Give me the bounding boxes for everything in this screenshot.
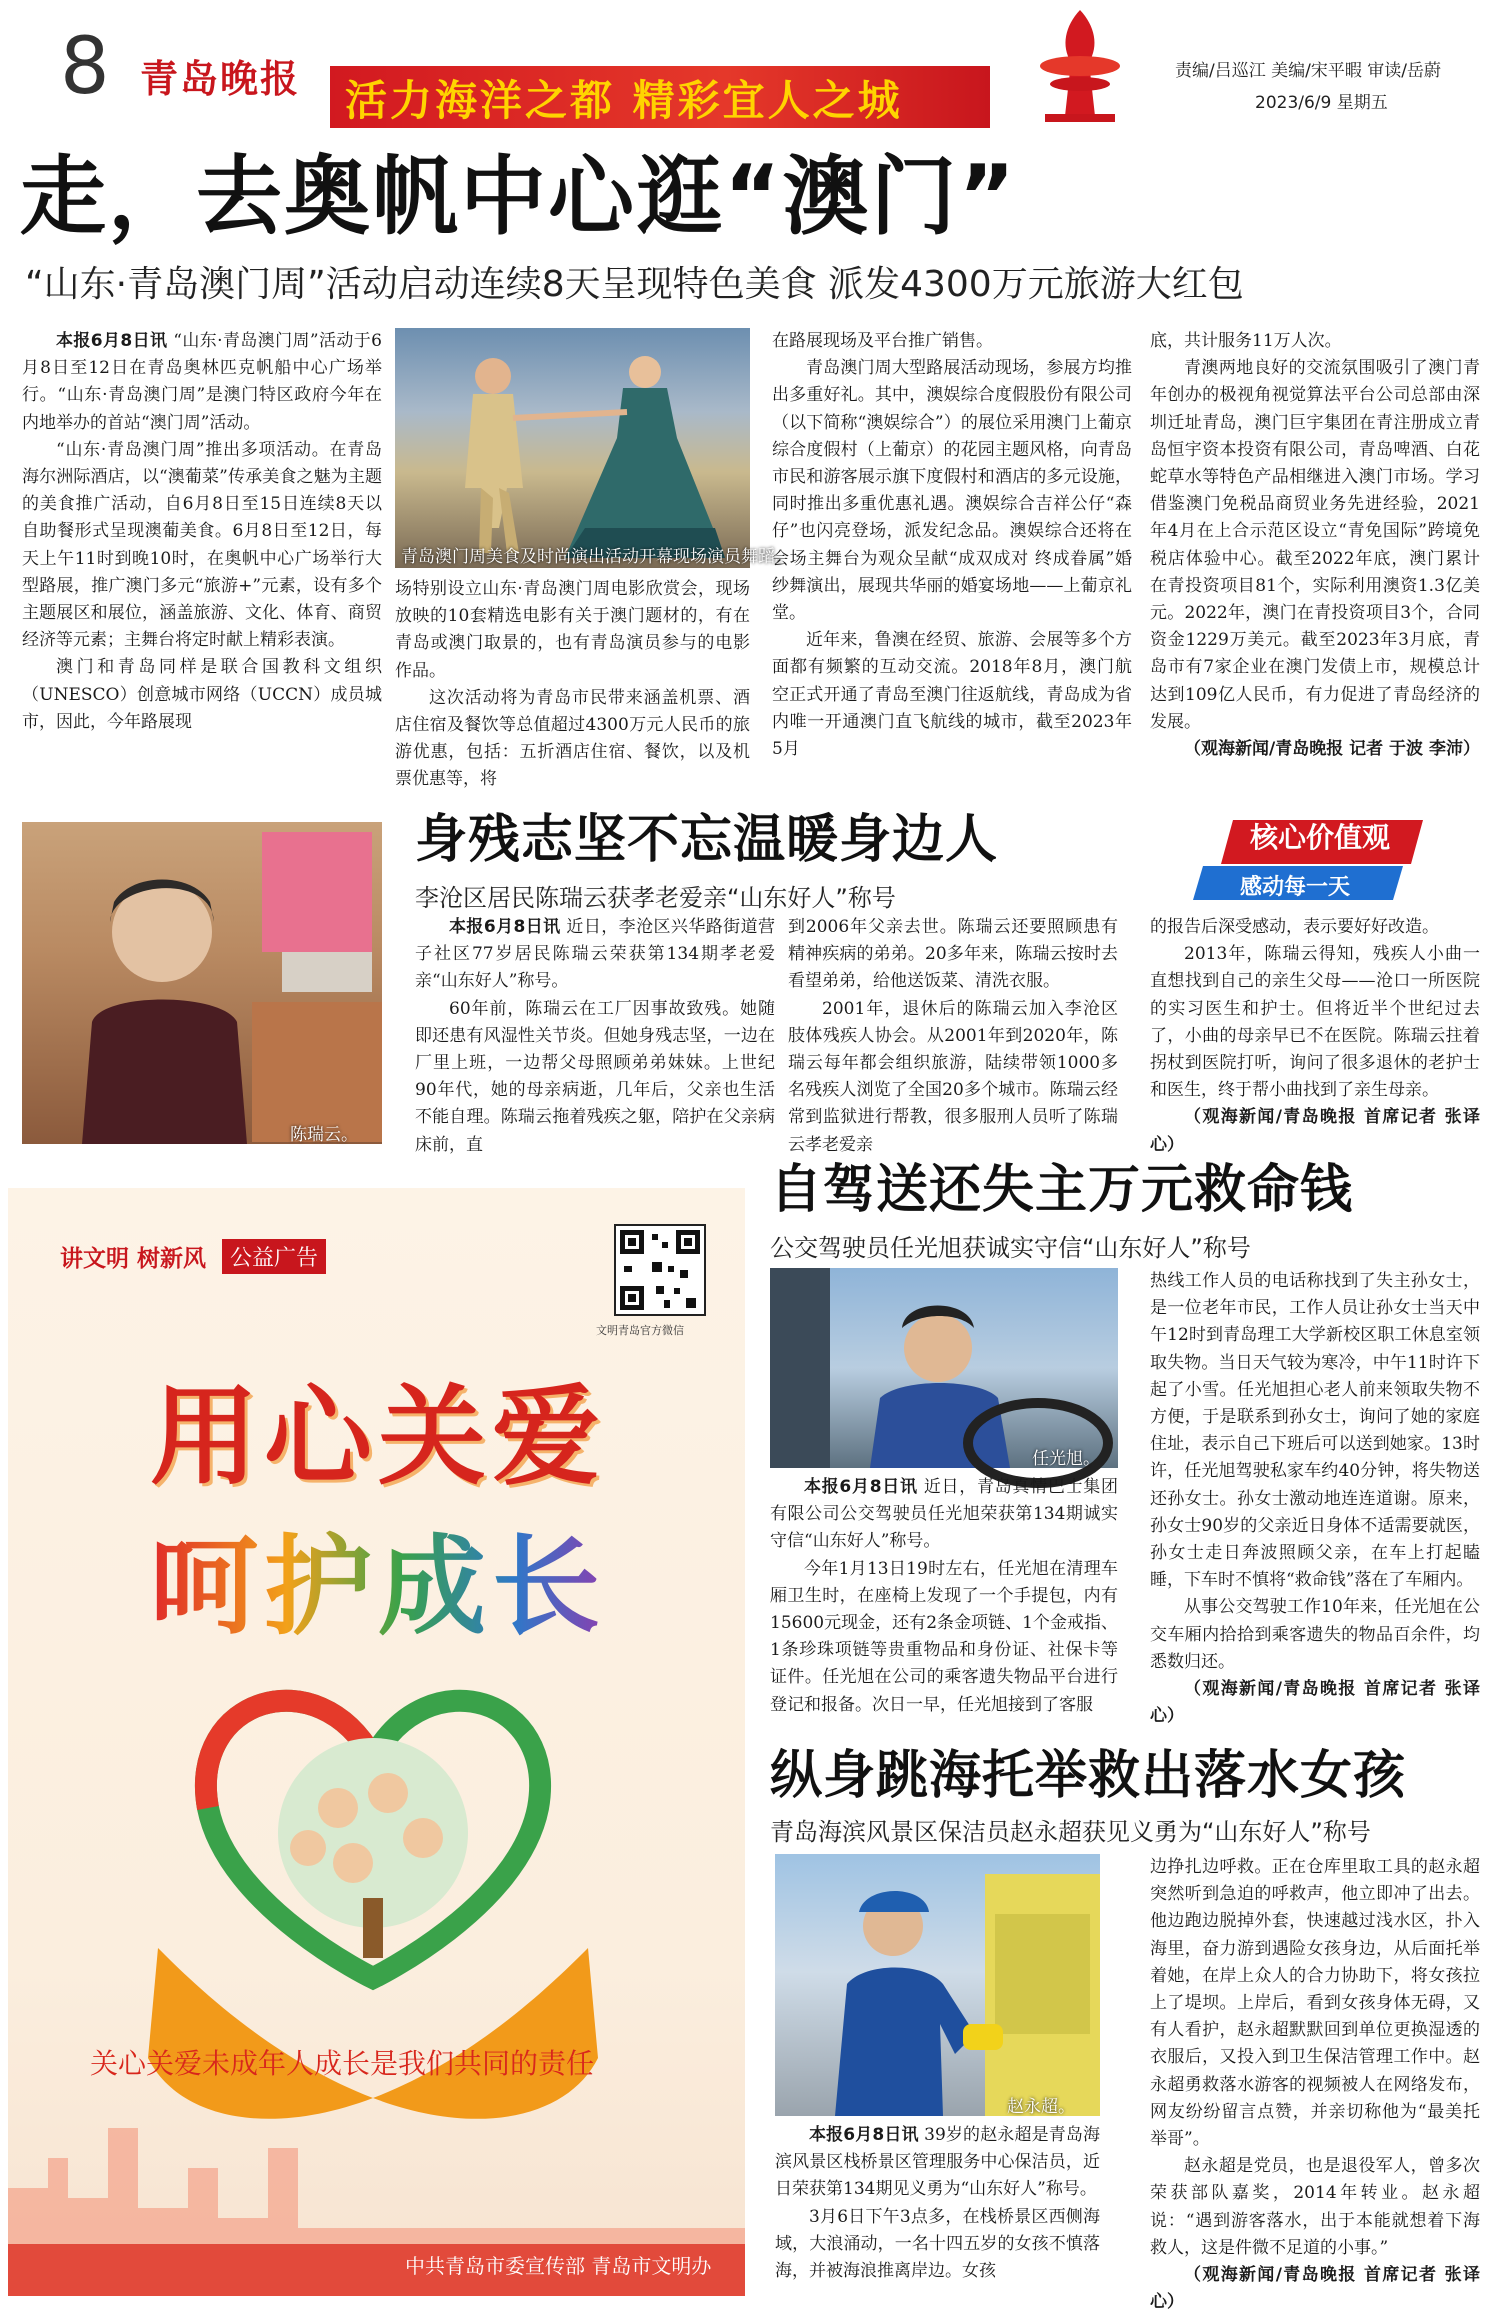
story4-subheadline: 青岛海滨风景区保洁员赵永超获见义勇为“山东好人”称号 — [770, 1818, 1371, 1846]
story2-column-1 — [415, 914, 775, 1155]
story2-paragraph: 2013年，陈瑞云得知，残疾人小曲一直想找到自己的亲生父母——沧口一所医院的实习医生和护士。但将近半个世纪过去了，小曲的母亲早已不在医院。陈瑞云拄着拐杖到医院打听，询问了很多退休的老护士和医生，终于帮小曲找到了亲生母亲。 — [1150, 944, 1480, 1101]
lead-paragraph: 这次活动将为青岛市民带来涵盖机票、酒店住宿及餐饮等总值超过4300万元人民币的旅游优惠，包括：五折酒店住宿、餐饮，以及机票优惠等，将 — [395, 687, 750, 790]
story3-paragraph: 热线工作人员的电话称找到了失主孙女士，是一位老年市民，工作人员让孙女士当天中午12时到青岛理工大学新校区职工休息室领取失物。当日天气较为寒冷，中午11时许下起了小雪。任光旭担心老人前来领取失物不方便，于是联系到孙女士，询问了她的家庭住址，表示自己下班后可以送到她家。13时许，任光旭驾驶私家车约40分钟，将失物送还孙女士。孙女士激动地连连道谢。原来，孙女士90岁的父亲近日身体不适需要就医，孙女士走日奔波照顾父亲，在车上打起瞌睡，下车时不慎将“救命钱”落在了车厢内。 — [1150, 1271, 1480, 1591]
story3-paragraph: 从事公交驾驶工作10年来，任光旭在公交车厢内拾拾到乘客遗失的物品百余件，均悉数归还。 — [1150, 1597, 1480, 1672]
story4-photo-caption: 赵永超。 — [1007, 2097, 1075, 2117]
lead-credit: （观海新闻/青岛晚报 记者 于波 李沛） — [1184, 739, 1480, 760]
story3-paragraph: 近日，青岛真情巴士集团有限公司公交驾驶员任光旭荣获第134期诚实守信“山东好人”称号。 — [770, 1477, 1118, 1552]
lead-dateline: 本报6月8日讯 — [56, 331, 168, 351]
story4-paragraph: 赵永超是党员，也是退役军人，曾多次荣获部队嘉奖，2014年转业。赵永超说：“遇到游客落水，出于本能就想着下海救人，这是件微不足道的小事。” — [1150, 2156, 1480, 2258]
poster-tag-civility: 讲文明 树新风 — [60, 1246, 207, 1272]
story2-paragraph: 近日，李沧区兴华路街道营子社区77岁居民陈瑞云荣获第134期孝老爱亲“山东好人”称号。 — [415, 917, 775, 992]
story2-paragraph: 2001年，退休后的陈瑞云加入李沧区肢体残疾人协会。从2001年到2020年，陈瑞云每年都会组织旅游，陆续带领1000多名残疾人浏览了全国20多个城市。陈瑞云经常到监狱进行帮教，很多服刑人员听了陈瑞云孝老爱亲 — [788, 998, 1118, 1155]
story4-credit: （观海新闻/青岛晚报 首席记者 张译心） — [1150, 2265, 1480, 2313]
story2-photo-caption: 陈瑞云。 — [290, 1125, 358, 1145]
story3-column-1 — [770, 1474, 1118, 1730]
story4-dateline: 本报6月8日讯 — [809, 2125, 919, 2145]
lead-photo-caption: 青岛澳门周美食及时尚演出活动开幕现场演员舞蹈。 — [401, 547, 792, 567]
story2-paragraph: 的报告后深受感动，表示要好好改造。 — [1150, 917, 1439, 937]
story4-column-2 — [1150, 1854, 1480, 2313]
story4-column-1 — [775, 2122, 1100, 2298]
poster-organizer: 中共青岛市委宣传部 青岛市文明办 — [405, 2254, 712, 2278]
lead-column-4 — [1150, 328, 1480, 788]
lead-paragraph: 底，共计服务11万人次。 — [1150, 331, 1342, 351]
slogan-text: 活力海洋之都 精彩宜人之城 — [345, 76, 903, 125]
poster-headline-1: 用心关爱 — [150, 1375, 607, 1500]
sanitation-worker-illustration-icon — [775, 1854, 1100, 2116]
story4-paragraph: 边挣扎边呼救。正在仓库里取工具的赵永超突然听到急迫的呼救声，他立即冲了出去。他边跑边脱掉外套，快速越过浅水区，扑入海里，奋力游到遇险女孩身边，从后面托举着她，在岸上众人的合力协助下，将女孩拉上了堤坝。上岸后，看到女孩身体无碍，又有人看护，赵永超默默回到单位更换湿透的衣服后，又投入到卫生保洁管理工作中。赵永超勇救落水游客的视频被人在网络发布，网友纷纷留言点赞，并亲切称他为“最美托举哥”。 — [1150, 1857, 1480, 2150]
story2-headline: 身残志坚不忘温暖身边人 — [415, 810, 999, 870]
tower-icon — [1025, 6, 1135, 126]
lead-paragraph: 在路展现场及平台推广销售。 — [772, 331, 993, 351]
lead-paragraph: “山东·青岛澳门周”推出多项活动。在青岛海尔洲际酒店，以“澳葡菜”传承美食之魅为主题的美食推广活动，自6月8日至15日连续8天以自助餐形式呈现澳葡美食。6月8日至12日，每天上午11时到晚10时，在奥帆中心广场举行大型路展，推广澳门多元“旅游+”元素，设有多个主题展区和展位，涵盖旅游、文化、体育、商贸经济等元素；主舞台将定时献上精彩表演。 — [22, 439, 382, 651]
story2-dateline: 本报6月8日讯 — [449, 917, 561, 937]
heart-hands-illustration-icon — [148, 1618, 598, 2178]
lead-photo — [395, 328, 792, 568]
lead-paragraph: 青澳两地良好的交流氛围吸引了澳门青年创办的极视角视觉算法平台公司总部由深圳迁址青岛，澳门巨宇集团在青注册成立青岛恒宇资本投资有限公司，青岛啤酒、白花蛇草水等特色产品相继进入澳门市场。学习借鉴澳门免税品商贸业务先进经验，2021年4月在上合示范区设立“青免国际”跨境免税店体验中心。截至2022年底，澳门累计在青投资项目81个，实际利用澳资1.3亿美元。2022年，澳门在青投资项目3个，合同资金1229万美元。截至2023年3月底，青岛市有7家企业在澳门发债上市，规模总计达到109亿人民币，有力促进了青岛经济的发展。 — [1150, 358, 1480, 732]
story3-paragraph: 今年1月13日19时左右，任光旭在清理车厢卫生时，在座椅上发现了一个手提包，内有15600元现金，还有2条金项链、1个金戒指、1条珍珠项链等贵重物品和身份证、社保卡等证件。任光旭在公司的乘客遗失物品平台进行登记和报备。次日一早，任光旭接到了客服 — [770, 1558, 1118, 1715]
story3-column-2 — [1150, 1268, 1480, 1730]
lead-subheadline: “山东·青岛澳门周”活动启动连续8天呈现特色美食 派发4300万元旅游大红包 — [25, 264, 1244, 305]
editor-credits: 责编/吕巡江 美编/宋平暇 审读/岳蔚 — [1175, 61, 1441, 81]
lead-headline: 走，去奥帆中心逛“澳门” — [20, 147, 1018, 247]
lead-column-3 — [772, 328, 1132, 788]
story3-subheadline: 公交驾驶员任光旭获诚实守信“山东好人”称号 — [770, 1234, 1251, 1262]
story4-paragraph: 3月6日下午3点多，在栈桥景区西侧海域，大浪涌动，一名十四五岁的女孩不慎落海，并被海浪推离岸边。女孩 — [775, 2206, 1100, 2282]
story2-photo — [22, 822, 382, 1144]
story2-column-2 — [788, 914, 1118, 1155]
issue-date: 2023/6/9 星期五 — [1255, 93, 1388, 113]
story3-photo-caption: 任光旭。 — [1032, 1449, 1100, 1469]
newspaper-logo: 青岛晚报 — [140, 56, 301, 101]
page-number: 8 — [60, 22, 110, 112]
badge-bottom-text: 感动每一天 — [1240, 875, 1351, 900]
lead-paragraph: 澳门和青岛同样是联合国教科文组织（UNESCO）创意城市网络（UCCN）成员城市，因此，今年路展现 — [22, 657, 382, 732]
story3-dateline: 本报6月8日讯 — [804, 1477, 918, 1497]
poster-tag-psa: 公益广告 — [222, 1239, 326, 1274]
story3-credit: （观海新闻/青岛晚报 首席记者 张译心） — [1150, 1679, 1480, 1727]
story4-paragraph: 39岁的赵永超是青岛海滨风景区栈桥景区管理服务中心保洁员，近日荣获第134期见义勇为“山东好人”称号。 — [775, 2125, 1100, 2200]
elderly-woman-illustration-icon — [22, 822, 382, 1144]
story2-credit: （观海新闻/青岛晚报 首席记者 张译心） — [1150, 1107, 1480, 1155]
story2-subheadline: 李沧区居民陈瑞云获孝老爱亲“山东好人”称号 — [415, 884, 896, 912]
lead-paragraph: 场特别设立山东·青岛澳门周电影欣赏会，现场放映的10套精选电影有关于澳门题材的，有在青岛或澳门取景的，也有青岛演员参与的电影作品。 — [395, 579, 750, 681]
lead-paragraph: 近年来，鲁澳在经贸、旅游、会展等多个方面都有频繁的互动交流。2018年8月，澳门航空正式开通了青岛至澳门往返航线，青岛成为省内唯一开通澳门直飞航线的城市，截至2023年5月 — [772, 630, 1132, 760]
story3-photo — [770, 1268, 1118, 1468]
story2-paragraph: 到2006年父亲去世。陈瑞云还要照顾患有精神疾病的弟弟。20多年来，陈瑞云按时去看望弟弟，给他送饭菜、清洗衣服。 — [788, 917, 1118, 992]
lead-column-2 — [395, 576, 750, 788]
story2-paragraph: 60年前，陈瑞云在工厂因事故致残。她随即还患有风湿性关节炎。但她身残志坚，一边在厂里上班，一边帮父母照顾弟弟妹妹。上世纪90年代，她的母亲病逝，几年后，父亲也生活不能自理。陈瑞云拖着残疾之躯，陪护在父亲病床前，直 — [415, 998, 775, 1155]
lead-column-1 — [22, 328, 382, 788]
performers-illustration-icon — [395, 328, 750, 568]
bus-driver-illustration-icon — [770, 1268, 1118, 1468]
story4-headline: 纵身跳海托举救出落水女孩 — [770, 1746, 1407, 1806]
badge-top-text: 核心价值观 — [1250, 821, 1391, 854]
poster-headline-2: 呵护成长 — [150, 1500, 606, 1655]
story3-headline: 自驾送还失主万元救命钱 — [770, 1160, 1354, 1220]
qr-code-caption: 文明青岛官方微信 — [596, 1324, 684, 1337]
poster-tagline: 关心关爱未成年人成长是我们共同的责任 — [90, 2047, 595, 2080]
lead-paragraph: 青岛澳门周大型路展活动现场，参展方均推出多重好礼。其中，澳娱综合度假股份有限公司（以下简称“澳娱综合”）的展位采用澳门上葡京综合度假村（上葡京）的花园主题风格，向青岛市民和游客展示旗下度假村和酒店的多元设施，同时推出多重优惠礼遇。澳娱综合吉祥公仔“森仔”也闪亮登场，派发纪念品。澳娱综合还将在会场主舞台为观众呈献“成双成对 终成眷属”婚纱舞演出，展现共华丽的婚宴场地——上葡京礼堂。 — [772, 358, 1132, 624]
story2-column-3 — [1150, 914, 1480, 1155]
story4-photo — [775, 1854, 1100, 2116]
qr-code-icon — [614, 1224, 706, 1316]
lead-paragraph: “山东·青岛澳门周”活动于6月8日至12日在青岛奥林匹克帆船中心广场举行。“山东·青岛澳门周”是澳门特区政府今年在内地举办的首站“澳门周”活动。 — [22, 331, 382, 433]
